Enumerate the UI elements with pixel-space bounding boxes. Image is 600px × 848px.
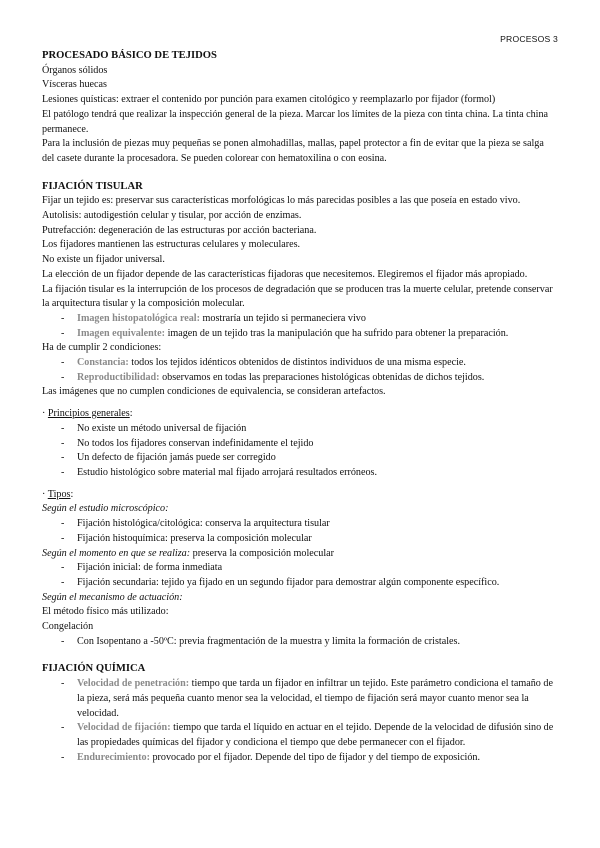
list-item bbox=[42, 327, 558, 342]
list-item: - Estudio histológico sobre material mal fijado arrojará resultados erróneos. bbox=[42, 466, 558, 481]
text-line: Los fijadores mantienen las estructuras celulares y moleculares. bbox=[42, 239, 301, 251]
list-item: - Fijación histoquímica: preserva la composición molecular bbox=[42, 532, 558, 547]
text-line: Las imágenes que no cumplen condiciones de equivalencia, se consideran artefactos. bbox=[42, 386, 386, 398]
definition: provocado por el fijador. Depende del tipo de fijador y del tiempo de exposición. bbox=[149, 751, 481, 763]
suffix: : bbox=[70, 488, 74, 500]
list-item: - Con Isopentano a -50ºC: previa fragmentación de la muestra y limita la formación de cristales. bbox=[42, 635, 558, 650]
criterion-label: Según el momento en que se realiza: bbox=[42, 547, 191, 559]
definition: mostraría un tejido si permaneciera vivo bbox=[200, 312, 366, 324]
definition: tiempo que tarda el líquido en actuar en el tejido. Depende de la velocidad de difusión sino de las propiedades químicas del fijador y condiciona el tiempo que debe permanecer con el fijador. bbox=[77, 722, 554, 748]
text-line: Órganos sólidos bbox=[42, 64, 108, 76]
term: Endurecimiento: bbox=[77, 751, 150, 763]
definition: todos los tejidos idénticos obtenidos de distintos individuos de una misma especie. bbox=[128, 357, 466, 369]
section-title-fijacion-tisular: FIJACIÓN TISULAR bbox=[42, 180, 143, 192]
page-header: PROCESOS 3 bbox=[500, 34, 558, 44]
definition: imagen de un tejido tras la manipulación que ha sufrido para obtener la preparación. bbox=[165, 327, 509, 339]
list-item bbox=[42, 751, 558, 766]
text-line: Lesiones quísticas: extraer el contenido por punción para examen citológico y reemplazarlo por fijador (formol) bbox=[42, 94, 496, 106]
text-paragraph: La elección de un fijador depende de las características fijadoras que necesitemos. Elegiremos el fijador más apropiado. bbox=[42, 268, 528, 280]
text-line: Ha de cumplir 2 condiciones: bbox=[42, 342, 162, 354]
term: Imagen histopatológica real: bbox=[77, 312, 200, 324]
criterion-label: Según el estudio microscópico: bbox=[42, 503, 169, 515]
list-item: - Fijación histológica/citológica: conserva la arquitectura tisular bbox=[42, 517, 558, 532]
prefix: · bbox=[42, 488, 48, 500]
list-item bbox=[42, 356, 558, 371]
prefix: · bbox=[42, 408, 48, 420]
list-item bbox=[42, 721, 558, 750]
subheading-text: Principios generales bbox=[47, 408, 130, 420]
subheading-tipos bbox=[42, 488, 558, 503]
subheading-principios bbox=[42, 407, 558, 422]
criterion-text: preserva la composición molecular bbox=[190, 547, 335, 559]
term: Constancia: bbox=[77, 357, 129, 369]
section-title-procesado: PROCESADO BÁSICO DE TEJIDOS bbox=[42, 50, 217, 61]
text-line: Congelación bbox=[42, 621, 94, 633]
term: Velocidad de penetración: bbox=[77, 678, 190, 690]
list-item: - No existe un método universal de fijación bbox=[42, 422, 558, 437]
text-paragraph: Fijar un tejido es: preservar sus características morfológicas lo más parecidas posibles a las que poseía en estado vivo. bbox=[42, 195, 521, 207]
list-item bbox=[42, 312, 558, 327]
term: Reproductibilidad: bbox=[77, 371, 160, 383]
list-item: - No todos los fijadores conservan indefinidamente el tejido bbox=[42, 437, 558, 452]
text-line: El método físico más utilizado: bbox=[42, 606, 169, 618]
definition: tiempo que tarda un fijador en infiltrar un tejido. Este parámetro condiciona el tamaño de la pieza, será más pequeña cuanto menor sea la velocidad, el tiempo de fijación será mayor cuanto menor sea la velocidad. bbox=[77, 678, 553, 719]
document-body bbox=[42, 49, 558, 765]
text-paragraph: Para la inclusión de piezas muy pequeñas se ponen almohadillas, mallas, papel protector a fin de evitar que la pieza se salga del casete durante la procesadora. Se pueden colorear con hematoxilina o con eosina. bbox=[42, 138, 544, 164]
list-item: - Un defecto de fijación jamás puede ser corregido bbox=[42, 451, 558, 466]
list-item bbox=[42, 371, 558, 386]
term: Imagen equivalente: bbox=[77, 327, 166, 339]
text-line: No existe un fijador universal. bbox=[42, 254, 165, 266]
text-paragraph: La fijación tisular es la interrupción de los procesos de degradación que se producen tras la muerte celular, pretende conservar la arquitectura tisular y la composición molecular. bbox=[42, 283, 553, 310]
text-line: Putrefacción: degeneración de las estructuras por acción bacteriana. bbox=[42, 224, 317, 236]
text-line: Vísceras huecas bbox=[42, 79, 107, 91]
definition: observamos en todas las preparaciones histológicas obtenidas de dichos tejidos. bbox=[159, 371, 485, 383]
text-paragraph: El patólogo tendrá que realizar la inspección general de la pieza. Marcar los límites de la pieza con tinta china. La tinta china permanece. bbox=[42, 108, 549, 135]
term: Velocidad de fijación: bbox=[77, 722, 171, 734]
list-item: - Fijación inicial: de forma inmediata bbox=[42, 561, 558, 576]
subheading-text: Tipos bbox=[47, 488, 71, 500]
suffix: : bbox=[129, 408, 133, 420]
list-item: - Fijación secundaria: tejido ya fijado en un segundo fijador para demostrar algún componente específico. bbox=[42, 576, 558, 591]
criterion-label: Según el mecanismo de actuación: bbox=[42, 591, 183, 603]
text-line: Autolisis: autodigestión celular y tisular, por acción de enzimas. bbox=[42, 210, 302, 222]
section-title-fijacion-quimica: FIJACIÓN QUÍMICA bbox=[42, 663, 146, 675]
criterion-line bbox=[42, 547, 558, 562]
list-item bbox=[42, 677, 558, 721]
